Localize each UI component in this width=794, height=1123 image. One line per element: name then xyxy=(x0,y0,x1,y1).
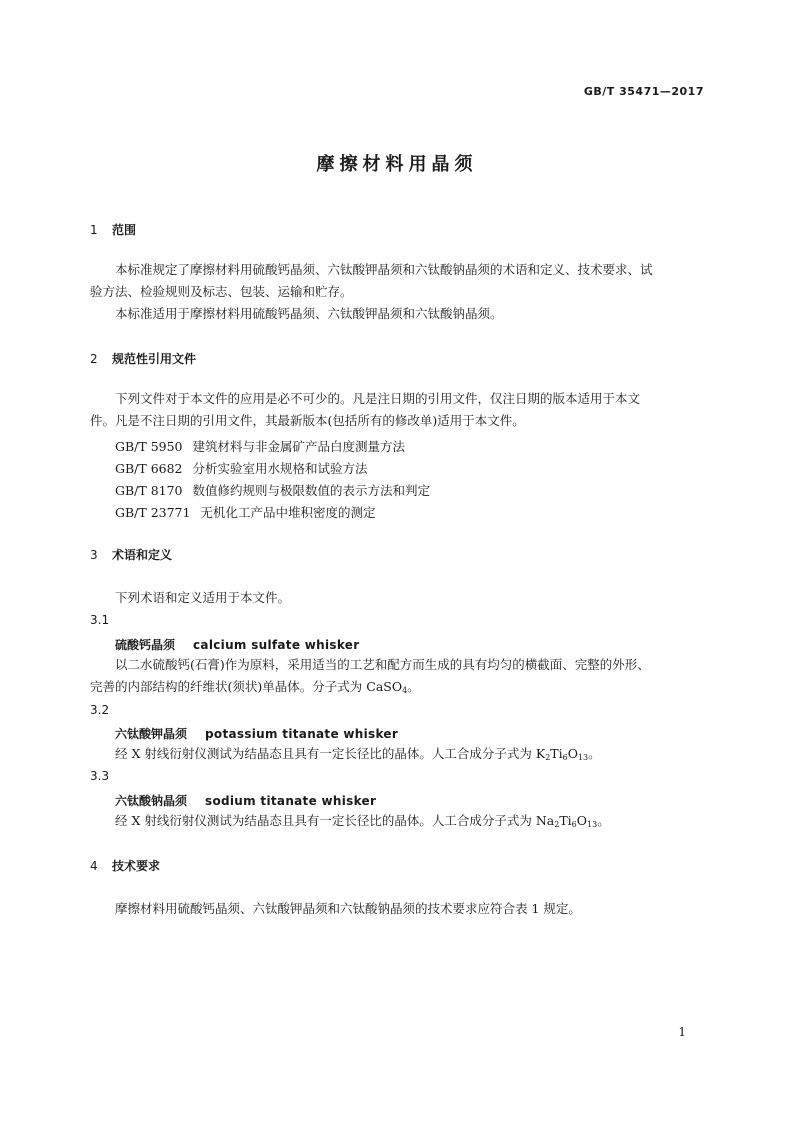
formula-subscript: 2 xyxy=(554,820,560,829)
formula-part: O xyxy=(567,746,578,761)
formula-part: 。 xyxy=(597,813,610,828)
term-heading xyxy=(115,792,376,809)
section-1-heading xyxy=(90,221,136,238)
molecular-formula xyxy=(536,746,601,761)
section-title: 术语和定义 xyxy=(112,548,173,562)
reference-code: GB/T 8170 xyxy=(115,483,183,498)
term-heading xyxy=(115,636,359,653)
section-3-intro: 下列术语和定义适用于本文件。 xyxy=(115,590,291,605)
section-3-heading xyxy=(90,546,172,563)
term-chinese: 六钛酸钾晶须 xyxy=(115,727,188,741)
reference-name: 分析实验室用水规格和试验方法 xyxy=(192,461,368,476)
formula-part: K xyxy=(535,746,546,761)
section-1-paragraph-2: 本标准适用于摩擦材料用硫酸钙晶须、六钛酸钾晶须和六钛酸钠晶须。 xyxy=(115,306,503,321)
reference-code: GB/T 5950 xyxy=(115,439,183,454)
paragraph-line: 本标准规定了摩擦材料用硫酸钙晶须、六钛酸钾晶须和六钛酸钠晶须的术语和定义、技术要求、试 xyxy=(115,262,653,277)
paragraph-line: 下列文件对于本文件的应用是必不可少的。凡是注日期的引用文件，仅注日期的版本适用于本文 xyxy=(115,391,641,406)
reference-item xyxy=(115,481,430,499)
section-title: 技术要求 xyxy=(112,859,161,873)
definition-text: 完善的内部结构的纤维状(须状)单晶体。分子式为 xyxy=(90,679,363,694)
section-title: 规范性引用文件 xyxy=(112,352,197,366)
section-4-paragraph: 摩擦材料用硫酸钙晶须、六钛酸钾晶须和六钛酸钠晶须的技术要求应符合表 1 规定。 xyxy=(115,901,581,916)
paragraph-line xyxy=(90,676,715,702)
formula-subscript: 6 xyxy=(571,820,577,829)
standard-code: GB/T 35471—2017 xyxy=(583,85,704,98)
reference-name: 数值修约规则与极限数值的表示方法和判定 xyxy=(192,483,431,498)
section-2-intro xyxy=(90,388,710,432)
section-number: 1 xyxy=(90,223,98,237)
formula-subscript: 13 xyxy=(587,820,598,829)
reference-name: 建筑材料与非金属矿产品白度测量方法 xyxy=(192,439,406,454)
reference-code: GB/T 6682 xyxy=(115,461,183,476)
section-number: 2 xyxy=(90,352,98,366)
term-english: calcium sulfate whisker xyxy=(193,638,360,652)
reference-item xyxy=(115,437,405,455)
reference-name: 无机化工产品中堆积密度的测定 xyxy=(200,505,376,520)
document-title: 摩擦材料用晶须 xyxy=(316,154,478,175)
definition-text: 经 X 射线衍射仪测试为结晶态且具有一定长径比的晶体。人工合成分子式为 xyxy=(115,813,532,828)
formula-part: 。 xyxy=(588,746,601,761)
section-number: 3 xyxy=(90,548,98,562)
term-english: potassium titanate whisker xyxy=(205,727,399,741)
term-heading xyxy=(115,725,398,742)
reference-code: GB/T 23771 xyxy=(115,505,191,520)
formula-part: Na xyxy=(535,813,555,828)
molecular-formula xyxy=(536,813,610,828)
definition-text: 经 X 射线衍射仪测试为结晶态且具有一定长径比的晶体。人工合成分子式为 xyxy=(115,746,532,761)
term-definition xyxy=(90,810,715,836)
section-number: 4 xyxy=(90,859,98,873)
paragraph-line: 件。凡是不注日期的引用文件，其最新版本(包括所有的修改单)适用于本文件。 xyxy=(90,413,525,428)
reference-item xyxy=(115,459,368,477)
term-number: 3.1 xyxy=(90,613,110,627)
term-chinese: 六钛酸钠晶须 xyxy=(115,794,188,808)
page-number: 1 xyxy=(678,1025,686,1039)
formula-part: Ti xyxy=(559,813,572,828)
formula-part: 。 xyxy=(407,679,420,694)
section-4-heading xyxy=(90,857,160,874)
formula-part: Ti xyxy=(550,746,563,761)
molecular-formula xyxy=(366,679,419,694)
formula-subscript: 13 xyxy=(577,753,589,762)
formula-part: CaSO xyxy=(366,679,403,694)
formula-subscript: 6 xyxy=(562,753,568,762)
term-definition xyxy=(90,654,715,702)
formula-subscript: 4 xyxy=(402,686,408,695)
paragraph-line: 验方法、检验规则及标志、包装、运输和贮存。 xyxy=(90,284,353,299)
paragraph-line: 以二水硫酸钙(石膏)作为原料，采用适当的工艺和配方而生成的具有均匀的横截面、完整的外形、 xyxy=(115,657,650,672)
term-chinese: 硫酸钙晶须 xyxy=(115,638,176,652)
section-2-heading xyxy=(90,350,196,367)
term-number: 3.2 xyxy=(90,703,110,717)
section-title: 范围 xyxy=(112,223,137,237)
formula-subscript: 2 xyxy=(545,753,551,762)
term-definition xyxy=(90,743,715,769)
section-1-paragraph-1 xyxy=(90,259,710,303)
term-english: sodium titanate whisker xyxy=(205,794,377,808)
reference-item xyxy=(115,503,375,521)
term-number: 3.3 xyxy=(90,769,110,783)
formula-part: O xyxy=(576,813,588,828)
